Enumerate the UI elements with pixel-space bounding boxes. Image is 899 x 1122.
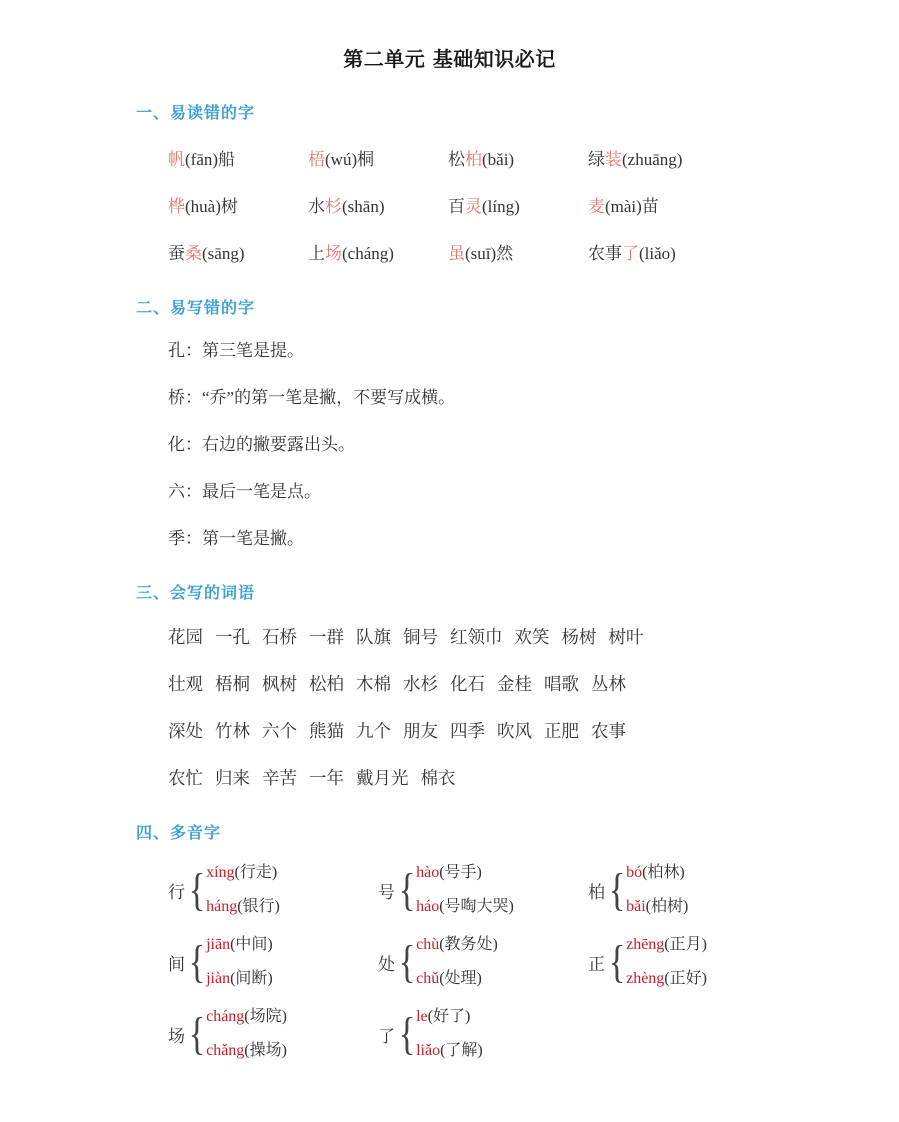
yiduocuo-row: [168, 183, 899, 230]
highlighted-character: 帆: [168, 150, 185, 169]
duoyinzi-reading-line: [206, 928, 378, 962]
vocabulary-word: 红领巾: [450, 627, 503, 647]
duoyinzi-reading-line: [626, 890, 798, 924]
reading-example: (了解): [440, 1042, 483, 1059]
duoyinzi-entry: 行 { xíng(行走) háng(银行): [168, 854, 378, 926]
yiduocuo-entry: [588, 230, 728, 277]
reading-pinyin: chǔ: [416, 970, 440, 987]
reading-pinyin: jiàn: [206, 970, 231, 987]
duoyinzi-readings: [626, 856, 798, 924]
yiduocuo-entry: [308, 230, 448, 277]
highlighted-character: 场: [325, 244, 342, 263]
vocabulary-word: 六个: [262, 721, 297, 741]
reading-example: (正月): [664, 936, 707, 953]
duoyinzi-entry: 正 { zhēng(正月) zhèng(正好): [588, 926, 798, 998]
vocabulary-word: 壮观: [168, 674, 203, 694]
entry-suffix: 船: [218, 150, 236, 169]
entry-prefix: 绿: [588, 150, 605, 169]
entry-pinyin: (suī): [465, 244, 497, 263]
vocabulary-word: 一孔: [215, 627, 250, 647]
duoyinzi-character: 号: [378, 882, 395, 902]
duoyinzi-entry: 处 { chù(教务处) chǔ(处理): [378, 926, 588, 998]
vocabulary-word: 树叶: [608, 627, 644, 647]
duoyinzi-reading-line: [206, 1000, 378, 1034]
duoyinzi-reading-line: [416, 1034, 588, 1068]
highlighted-character: 桦: [168, 197, 185, 216]
duoyinzi-reading-line: [626, 962, 798, 996]
duoyinzi-character: 场: [168, 1026, 185, 1046]
vocabulary-word: 队旗: [356, 627, 391, 647]
reading-pinyin: háng: [206, 898, 238, 915]
yiduocuo-entry: [588, 136, 728, 183]
duoyinzi-entry: 间 { jiān(中间) jiàn(间断): [168, 926, 378, 998]
vocabulary-row: [168, 708, 899, 755]
section-yiduocuo-content: [0, 124, 899, 277]
entry-suffix: 树: [220, 197, 238, 216]
duoyinzi-readings: [206, 1000, 378, 1068]
duoyinzi-reading-line: [206, 890, 378, 924]
reading-example: (正好): [664, 970, 707, 987]
yiduocuo-entry: [448, 183, 588, 230]
vocabulary-word: 花园: [168, 627, 203, 647]
section-heading-duoyinzi: 四、多音字: [136, 823, 222, 842]
reading-example: (教务处): [439, 936, 498, 953]
section-huixie-ciyu-content: [0, 604, 899, 802]
reading-example: (好了): [427, 1008, 471, 1025]
vocabulary-word: 吹风: [497, 721, 532, 741]
duoyinzi-character: 行: [168, 882, 185, 902]
highlighted-character: 梧: [308, 150, 325, 169]
yiduocuo-entry: [308, 136, 448, 183]
duoyinzi-reading-line: [206, 962, 378, 996]
entry-pinyin: (sāng): [202, 244, 245, 263]
entry-prefix: 蚕: [168, 244, 185, 263]
reading-example: (号啕大哭): [439, 898, 514, 915]
yiduocuo-entry: [448, 230, 588, 277]
reading-pinyin: chù: [416, 936, 440, 953]
vocabulary-word: 松柏: [309, 674, 344, 694]
vocabulary-word: 归来: [215, 768, 250, 788]
duoyinzi-reading-line: [416, 1000, 588, 1034]
yixiecuo-note-line: 化：右边的撇要露出头。: [168, 435, 355, 454]
duoyinzi-row: [168, 926, 899, 998]
reading-example: (处理): [439, 970, 482, 987]
yixiecuo-note-line: 六：最后一笔是点。: [168, 482, 321, 501]
vocabulary-word: 杨树: [561, 627, 597, 647]
reading-example: (号手): [439, 864, 482, 881]
entry-suffix: 然: [496, 244, 514, 263]
duoyinzi-readings: [206, 856, 378, 924]
section-heading-yiduocuo: 一、易读错的字: [136, 103, 256, 122]
entry-pinyin: (wú): [325, 150, 358, 169]
duoyinzi-entry: 柏 { bó(柏林) bǎi(柏树): [588, 854, 798, 926]
duoyinzi-reading-line: [626, 928, 798, 962]
duoyinzi-character: 柏: [588, 882, 605, 902]
yixiecuo-note-line: 孔：第三笔是提。: [168, 341, 304, 360]
vocabulary-word: 农事: [591, 721, 626, 741]
entry-prefix: 松: [448, 150, 465, 169]
vocabulary-word: 金桂: [497, 674, 532, 694]
entry-pinyin: (mài): [605, 197, 642, 216]
entry-prefix: 上: [308, 244, 325, 263]
yiduocuo-entry: [308, 183, 448, 230]
section-heading-yixiecuo: 二、易写错的字: [136, 298, 256, 317]
page-title: 第二单元 基础知识必记: [343, 47, 556, 71]
highlighted-character: 杉: [325, 197, 342, 216]
duoyinzi-entry: 了 { le(好了) liǎo(了解): [378, 998, 588, 1070]
reading-pinyin: liǎo: [416, 1042, 441, 1059]
duoyinzi-readings: [626, 928, 798, 996]
vocabulary-word: 戴月光: [356, 768, 409, 788]
reading-example: (操场): [244, 1042, 287, 1059]
entry-pinyin: (líng): [482, 197, 520, 216]
reading-example: (柏树): [645, 898, 689, 915]
entry-prefix: 水: [308, 197, 325, 216]
vocabulary-word: 朋友: [403, 721, 438, 741]
vocabulary-word: 正肥: [544, 721, 579, 741]
duoyinzi-readings: [206, 928, 378, 996]
reading-pinyin: zhēng: [626, 936, 665, 953]
entry-pinyin: (liǎo): [639, 244, 676, 263]
reading-pinyin: le: [416, 1008, 428, 1025]
reading-pinyin: háo: [416, 898, 440, 915]
vocabulary-word: 木棉: [356, 674, 391, 694]
section-heading-huixie-ciyu: 三、会写的词语: [136, 583, 256, 602]
vocabulary-word: 棉衣: [420, 768, 456, 788]
vocabulary-word: 深处: [168, 721, 203, 741]
vocabulary-word: 欢笑: [514, 627, 550, 647]
highlighted-character: 灵: [465, 197, 482, 216]
duoyinzi-entry: 号 { hào(号手) háo(号啕大哭): [378, 854, 588, 926]
highlighted-character: 了: [622, 244, 639, 263]
vocabulary-word: 九个: [356, 721, 391, 741]
duoyinzi-reading-line: [206, 856, 378, 890]
highlighted-character: 桑: [185, 244, 202, 263]
vocabulary-word: 石桥: [262, 627, 297, 647]
duoyinzi-reading-line: [416, 856, 588, 890]
section-duoyinzi-content: [0, 844, 899, 1070]
reading-example: (场院): [244, 1008, 287, 1025]
vocabulary-word: 熊猫: [309, 721, 344, 741]
yixiecuo-note-line: 桥：“乔”的第一笔是撇，不要写成横。: [168, 388, 456, 407]
reading-pinyin: bǎi: [626, 898, 646, 915]
duoyinzi-readings: [416, 856, 588, 924]
duoyinzi-row: [168, 854, 899, 926]
highlighted-character: 装: [605, 150, 622, 169]
vocabulary-word: 四季: [450, 721, 485, 741]
entry-prefix: 农事: [588, 244, 622, 263]
yiduocuo-entry: [168, 230, 308, 277]
duoyinzi-character: 处: [378, 954, 395, 974]
reading-example: (间断): [230, 970, 273, 987]
entry-pinyin: (shān): [342, 197, 385, 216]
vocabulary-word: 梧桐: [215, 674, 250, 694]
vocabulary-word: 化石: [450, 674, 485, 694]
reading-pinyin: bó: [626, 864, 643, 881]
vocabulary-word: 农忙: [168, 768, 203, 788]
reading-pinyin: hào: [416, 864, 440, 881]
reading-pinyin: chǎng: [206, 1042, 245, 1059]
section-yixiecuo-content: [0, 319, 899, 562]
yiduocuo-entry: [168, 136, 308, 183]
duoyinzi-reading-line: [206, 1034, 378, 1068]
vocabulary-word: 竹林: [215, 721, 250, 741]
yiduocuo-row: [168, 230, 899, 277]
duoyinzi-reading-line: [626, 856, 798, 890]
duoyinzi-character: 正: [588, 954, 605, 974]
vocabulary-word: 辛苦: [262, 768, 297, 788]
reading-pinyin: cháng: [206, 1008, 245, 1025]
entry-pinyin: (zhuāng): [622, 150, 683, 169]
vocabulary-row: [168, 755, 899, 802]
reading-example: (行走): [234, 864, 278, 881]
highlighted-character: 虽: [448, 244, 465, 263]
duoyinzi-row: [168, 998, 899, 1070]
duoyinzi-reading-line: [416, 928, 588, 962]
vocabulary-word: 一群: [309, 627, 344, 647]
reading-example: (银行): [237, 898, 280, 915]
yiduocuo-entry: [588, 183, 728, 230]
duoyinzi-character: 间: [168, 954, 185, 974]
vocabulary-word: 唱歌: [544, 674, 579, 694]
yiduocuo-entry: [448, 136, 588, 183]
entry-prefix: 百: [448, 197, 465, 216]
reading-pinyin: xíng: [206, 864, 235, 881]
duoyinzi-readings: [416, 1000, 588, 1068]
yiduocuo-row: [168, 136, 899, 183]
entry-pinyin: (fān): [185, 150, 219, 169]
vocabulary-row: [168, 614, 899, 661]
vocabulary-row: [168, 661, 899, 708]
duoyinzi-character: 了: [378, 1026, 395, 1046]
reading-example: (中间): [230, 936, 273, 953]
vocabulary-word: 枫树: [262, 674, 297, 694]
reading-pinyin: zhèng: [626, 970, 665, 987]
entry-suffix: 苗: [641, 197, 659, 216]
entry-pinyin: (cháng): [342, 244, 394, 263]
vocabulary-word: 铜号: [403, 627, 438, 647]
yixiecuo-note-line: 季：第一笔是撇。: [168, 529, 304, 548]
vocabulary-word: 一年: [309, 768, 344, 788]
vocabulary-word: 水杉: [403, 674, 438, 694]
highlighted-character: 麦: [588, 197, 605, 216]
entry-suffix: 桐: [357, 150, 375, 169]
duoyinzi-entry: 场 { cháng(场院) chǎng(操场): [168, 998, 378, 1070]
entry-pinyin: (bǎi): [482, 150, 515, 169]
reading-example: (柏林): [642, 864, 685, 881]
duoyinzi-readings: [416, 928, 588, 996]
duoyinzi-reading-line: [416, 962, 588, 996]
reading-pinyin: jiān: [206, 936, 231, 953]
vocabulary-word: 丛林: [591, 674, 626, 694]
duoyinzi-reading-line: [416, 890, 588, 924]
entry-pinyin: (huà): [185, 197, 221, 216]
highlighted-character: 柏: [465, 150, 482, 169]
yiduocuo-entry: [168, 183, 308, 230]
